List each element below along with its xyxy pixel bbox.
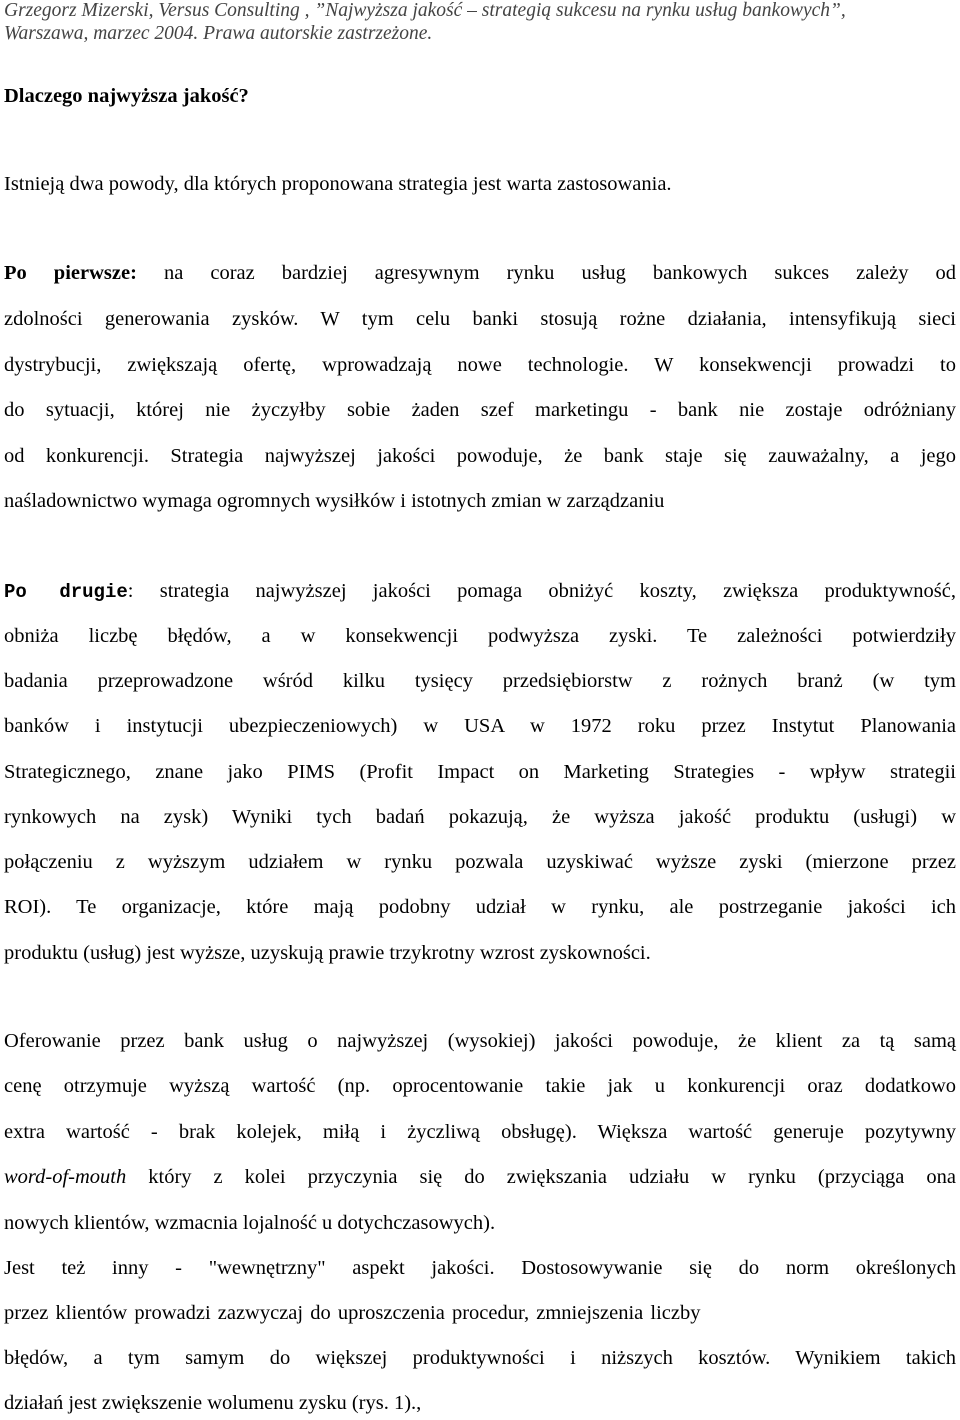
- intro-sentence: Istnieją dwa powody, dla których proponowana strategia jest warta zastosowania.: [4, 173, 672, 195]
- para2-label: Po drugie: [4, 581, 128, 603]
- para4-line-2: przez klientów prowadzi zazwyczaj do uproszczenia procedur, zmniejszenia liczby: [4, 1302, 701, 1324]
- para3-line-2: cenę otrzymuje wyższą wartość (np. oprocentowanie takie jak u konkurencji oraz dodatkowo: [4, 1075, 956, 1097]
- para4-line-1: Jest też inny - "wewnętrzny" aspekt jakości. Dostosowywanie się do norm określonych: [4, 1257, 956, 1279]
- para1-line-3: dystrybucji, zwiększają ofertę, wprowadzają nowe technologie. W konsekwencji prowadzi to: [4, 354, 956, 376]
- para1-line-5: od konkurencji. Strategia najwyższej jakości powoduje, że bank staje się zauważalny, a jego: [4, 445, 956, 467]
- document-header-line-1: Grzegorz Mizerski, Versus Consulting , ”Najwyższa jakość – strategią sukcesu na rynku usług bankowych”,: [4, 0, 846, 21]
- para2-line-6: rynkowych na zysk) Wyniki tych badań pokazują, że wyższa jakość produktu (usługi) w: [4, 806, 956, 828]
- para1-line-6: naśladownictwo wymaga ogromnych wysiłków i istotnych zmian w zarządzaniu: [4, 490, 665, 512]
- section-title: Dlaczego najwyższa jakość?: [4, 85, 249, 107]
- para4-line-4: działań jest zwiększenie wolumenu zysku (rys. 1).,: [4, 1392, 422, 1414]
- para3-line-5: nowych klientów, wzmacnia lojalność u dotychczasowych).: [4, 1212, 496, 1234]
- para2-line-4: banków i instytucji ubezpieczeniowych) w USA w 1972 roku przez Instytut Planowania: [4, 715, 956, 737]
- para2-line-1: Po drugie: strategia najwyższej jakości pomaga obniżyć koszty, zwiększa produktywność,: [4, 580, 956, 603]
- italic-term: word-of-mouth: [4, 1166, 127, 1188]
- para2-line-7: połączeniu z wyższym udziałem w rynku pozwala uzyskiwać wyższe zyski (mierzone przez: [4, 851, 956, 873]
- para2-line-5: Strategicznego, znane jako PIMS (Profit Impact on Marketing Strategies - wpływ strategii: [4, 761, 956, 783]
- para1-line-1: Po pierwsze: na coraz bardziej agresywnym rynku usług bankowych sukces zależy od: [4, 262, 956, 284]
- para1-line-2: zdolności generowania zysków. W tym celu banki stosują rożne działania, intensyfikują sieci: [4, 308, 956, 330]
- para2-line-2: obniża liczbę błędów, a w konsekwencji podwyższa zyski. Te zależności potwierdziły: [4, 625, 956, 647]
- document-header-line-2: Warszawa, marzec 2004. Prawa autorskie zastrzeżone.: [4, 23, 433, 44]
- para4-line-3: błędów, a tym samym do większej produktywności i niższych kosztów. Wynikiem takich: [4, 1347, 956, 1369]
- para2-line-9: produktu (usług) jest wyższe, uzyskują prawie trzykrotny wzrost zyskowności.: [4, 942, 651, 964]
- para3-line-1: Oferowanie przez bank usług o najwyższej (wysokiej) jakości powoduje, że klient za tą samą: [4, 1030, 956, 1052]
- para2-line-8: ROI). Te organizacje, które mają podobny udział w rynku, ale postrzeganie jakości ich: [4, 896, 956, 918]
- para1-line-4: do sytuacji, której nie życzyłby sobie żaden szef marketingu - bank nie zostaje odróżniany: [4, 399, 956, 421]
- para2-line-3: badania przeprowadzone wśród kilku tysięcy przedsiębiorstw z rożnych branż (w tym: [4, 670, 956, 692]
- para3-line-4: word-of-mouth który z kolei przyczynia się do zwiększania udziału w rynku (przyciąga ona: [4, 1166, 956, 1188]
- para3-line-3: extra wartość - brak kolejek, miłą i życzliwą obsługę). Większa wartość generuje pozytywny: [4, 1121, 956, 1143]
- para1-label: Po pierwsze:: [4, 262, 137, 284]
